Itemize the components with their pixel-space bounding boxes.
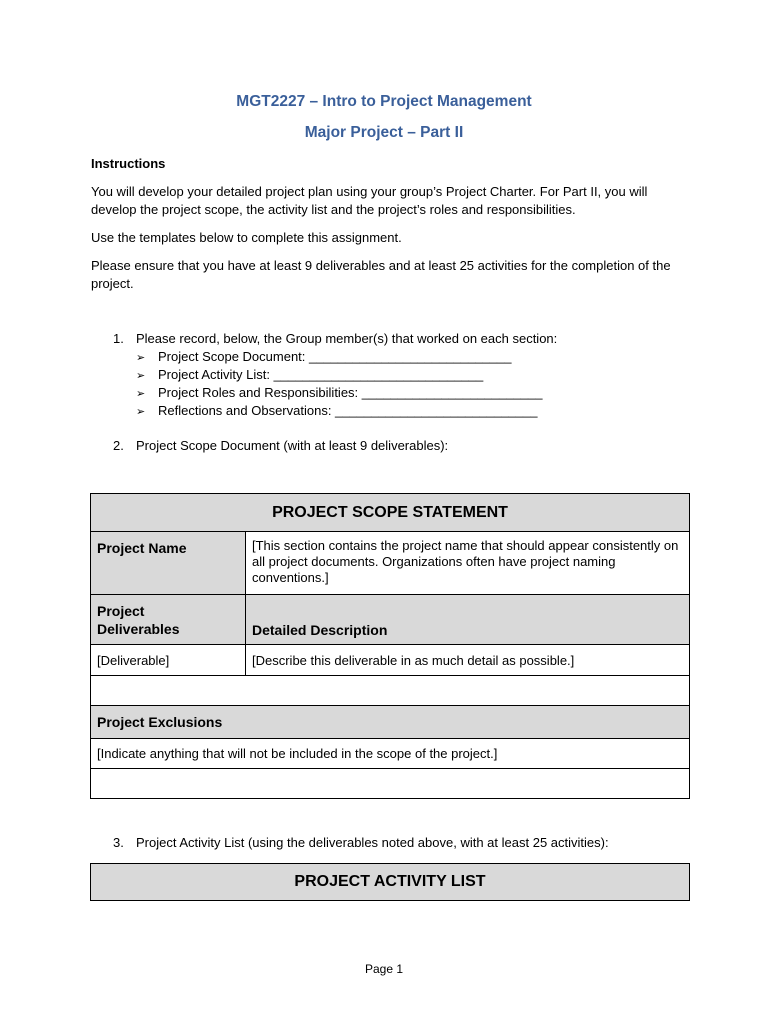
deliverables-label-line-1: Project xyxy=(97,602,145,619)
empty-deliverable-row[interactable] xyxy=(91,676,690,706)
document-subtitle: Major Project – Part II xyxy=(304,124,464,141)
deliverable-description-cell[interactable]: [Describe this deliverable in as much detail as possible.] xyxy=(246,645,690,676)
bullet-item xyxy=(136,402,537,421)
list-number-1: 1. xyxy=(113,331,124,346)
project-scope-table xyxy=(90,493,690,799)
project-name-label: Project Name xyxy=(91,532,246,595)
bullet-text: Project Roles and Responsibilities: _________________________ xyxy=(158,385,543,400)
list-number-3: 3. xyxy=(113,835,124,850)
deliverables-header xyxy=(91,595,246,645)
arrow-bullet-icon: ➢ xyxy=(136,406,146,418)
arrow-bullet-icon: ➢ xyxy=(136,352,146,364)
deliverables-label-line-2: Deliverables xyxy=(97,620,180,637)
bullet-item xyxy=(136,366,483,385)
detailed-description-header: Detailed Description xyxy=(246,595,690,645)
arrow-bullet-icon: ➢ xyxy=(136,388,146,400)
bullet-text: Project Activity List: _____________________________ xyxy=(158,367,484,382)
list-item-1-text: Please record, below, the Group member(s) that worked on each section: xyxy=(136,331,558,346)
page-number: Page 1 xyxy=(364,962,404,976)
project-activity-list-header: PROJECT ACTIVITY LIST xyxy=(90,863,690,901)
list-item-2-text: Project Scope Document (with at least 9 deliverables): xyxy=(136,438,449,453)
bullet-item xyxy=(136,348,511,367)
exclusions-cell[interactable]: [Indicate anything that will not be included in the scope of the project.] xyxy=(91,739,690,769)
course-title: MGT2227 – Intro to Project Management xyxy=(236,93,532,110)
instructions-paragraph-2: Use the templates below to complete this assignment. xyxy=(91,230,402,245)
instructions-paragraph-1: You will develop your detailed project plan using your group’s Project Charter. For Part II, you will develop the project scope, the activity list and the project’s roles and responsibilities. xyxy=(91,184,648,217)
project-exclusions-label: Project Exclusions xyxy=(91,706,690,739)
list-item-3-text: Project Activity List (using the deliverables noted above, with at least 25 activities): xyxy=(136,835,609,850)
empty-exclusions-row[interactable] xyxy=(91,769,690,799)
instructions-paragraph-3: Please ensure that you have at least 9 deliverables and at least 25 activities for the completion of the project. xyxy=(91,258,671,291)
project-name-description[interactable]: [This section contains the project name that should appear consistently on all project documents. Organizations often have project naming conventions.] xyxy=(246,532,690,595)
list-number-2: 2. xyxy=(113,438,124,453)
arrow-bullet-icon: ➢ xyxy=(136,370,146,382)
instructions-heading: Instructions xyxy=(91,156,166,171)
bullet-text: Reflections and Observations: ____________________________ xyxy=(158,403,538,418)
bullet-item xyxy=(136,384,543,403)
scope-table-title: PROJECT SCOPE STATEMENT xyxy=(91,494,690,532)
deliverable-cell[interactable]: [Deliverable] xyxy=(91,645,246,676)
bullet-text: Project Scope Document: ____________________________ xyxy=(158,349,512,364)
